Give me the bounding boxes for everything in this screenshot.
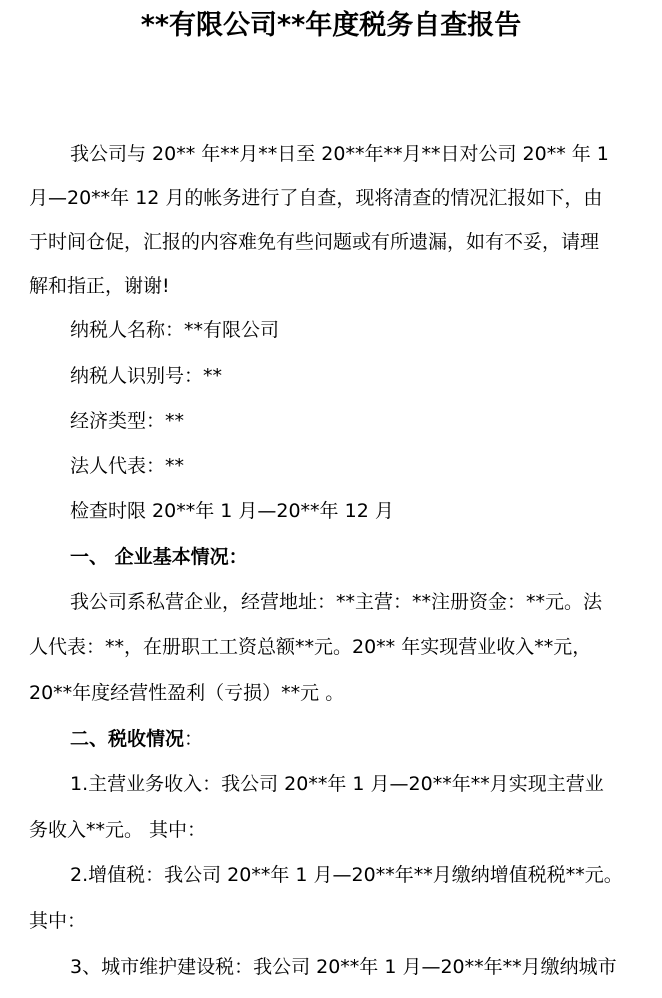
economic-type: 经济类型：** [70, 410, 185, 432]
item-3-line-1: 3、城市维护建设税：我公司 20**年 1 月—20**年**月缴纳城市 [70, 956, 617, 978]
document-title: **有限公司**年度税务自查报告 [140, 10, 522, 41]
section-1-line-2: 人代表：**，在册职工工资总额**元。20** 年实现营业收入**元， [29, 636, 592, 658]
item-1-line-1: 1.主营业务收入：我公司 20**年 1 月—20**年**月实现主营业 [70, 773, 604, 795]
check-period: 检查时限 20**年 1 月—20**年 12 月 [70, 500, 394, 522]
intro-line-1: 我公司与 20** 年**月**日至 20**年**月**日对公司 20** 年 1 [70, 143, 609, 165]
section-1-heading: 一、 企业基本情况： [70, 546, 248, 568]
section-2-heading-text: 二、税收情况 [70, 728, 185, 750]
taxpayer-name: 纳税人名称：**有限公司 [70, 319, 280, 341]
item-2-line-2: 其中： [29, 910, 87, 932]
intro-line-3: 于时间仓促，汇报的内容难免有些问题或有所遗漏，如有不妥，请理 [29, 231, 600, 253]
intro-line-4: 解和指正，谢谢! [29, 275, 170, 297]
legal-representative: 法人代表：** [70, 455, 185, 477]
taxpayer-id: 纳税人识别号：** [70, 365, 223, 387]
section-2-heading [70, 726, 203, 752]
item-2-line-1: 2.增值税：我公司 20**年 1 月—20**年**月缴纳增值税税**元。 [70, 864, 623, 886]
intro-line-2: 月—20**年 12 月的帐务进行了自查，现将清查的情况汇报如下，由 [29, 187, 603, 209]
section-1-line-1: 我公司系私营企业，经营地址：**主营：**注册资金：**元。法 [70, 591, 603, 613]
section-2-heading-colon: ： [184, 728, 204, 750]
section-1-line-3: 20**年度经营性盈利（亏损）**元 。 [29, 682, 345, 704]
item-1-line-2: 务收入**元。 其中： [29, 819, 207, 841]
